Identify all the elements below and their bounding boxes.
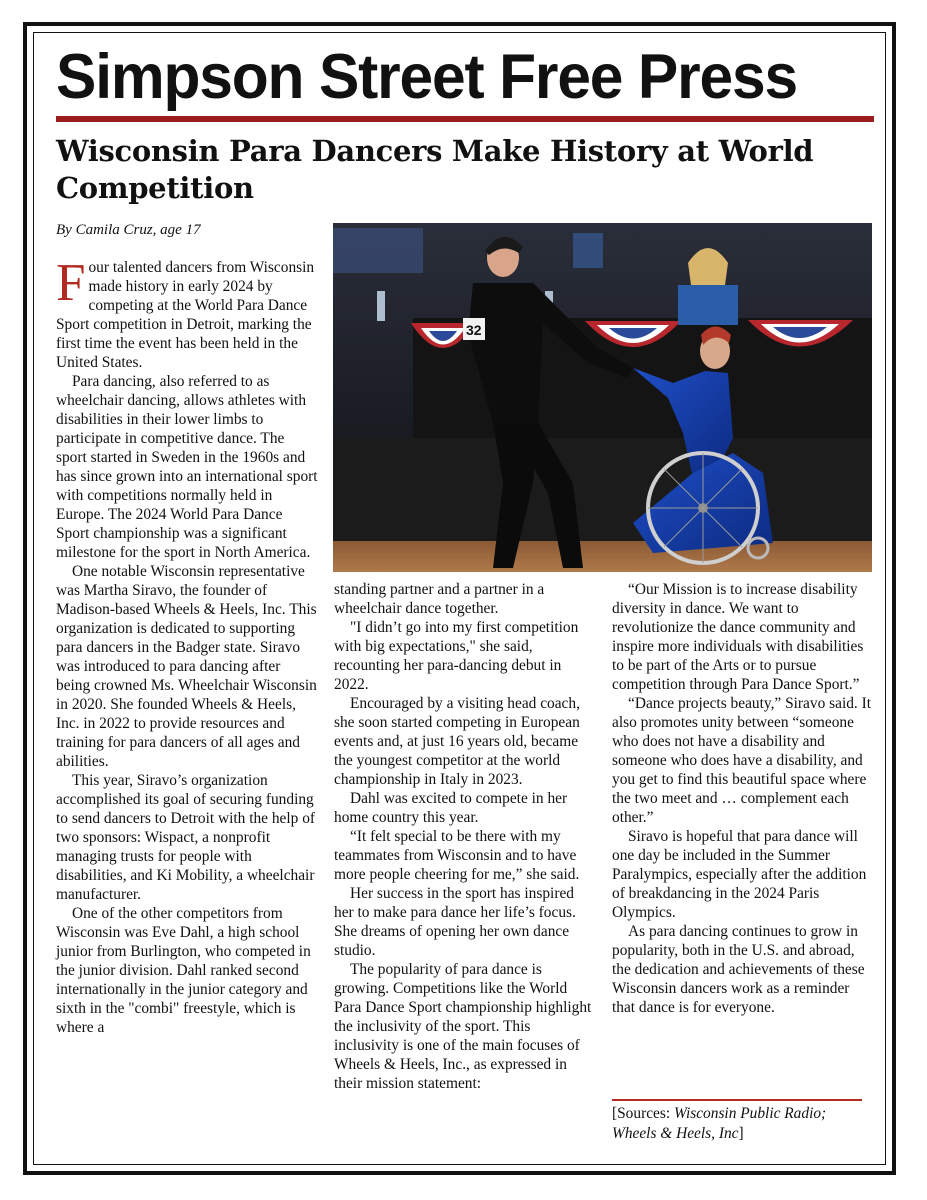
column-1 [56,254,318,1037]
paragraph: This year, Siravo’s organization accomplished its goal of securing funding to send dancers to Detroit with the help of two sponsors: Wispact, a nonprofit managing trusts for people with disabilities, and Ki Mobility, a wheelchair manufacturer. [56,772,316,903]
paragraph: Her success in the sport has inspired her to make para dance her life’s focus. She dreams of opening her own dance studio. [334,885,576,959]
column-3 [612,580,874,1017]
byline: By Camila Cruz, age 17 [56,222,201,238]
paragraph: "I didn’t go into my first competition with big expectations," she said, recounting her para-dancing debut in 2022. [334,619,579,693]
paragraph: Para dancing, also referred to as wheelchair dancing, allows athletes with disabilities in their lower limbs to participate in competitive dance. The sport started in Sweden in the 1960s and has since grown into an international sport with competitions normally held in Europe. The 2024 World Para Dance Sport championship was a significant milestone for the sport in North America. [56,373,318,561]
masthead-title: Simpson Street Free Press [56,42,797,112]
masthead-rule [56,116,874,122]
bib-number: 32 [466,322,482,338]
article-photo [333,223,872,572]
drop-cap: F [56,254,86,312]
paragraph: The popularity of para dance is growing. Competitions like the World Para Dance Sport championship highlight the inclusivity of the sport. This inclusivity is one of the main focuses of Wheels & Heels, Inc., as expressed in their mission statement: [334,961,592,1092]
paragraph: Four talented dancers from Wisconsin made history in early 2024 by competing at the World Para Dance Sport competition in Detroit, marking the first time the event has been held in the United States. [56,254,315,371]
paragraph: One notable Wisconsin representative was Martha Siravo, the founder of Madison-based Wheels & Heels, Inc. This organization is dedicated to supporting para dancers in the Badger state. Siravo was introduced to para dancing after being crowned Ms. Wheelchair Wisconsin in 2020. She founded Wheels & Heels, Inc. in 2022 to provide resources and training for para dancers of all ages and abilities. [56,563,317,770]
paragraph: Siravo is hopeful that para dance will one day be included in the Summer Paralympics, especially after the addition of breakdancing in the 2024 Paris Olympics. [612,828,867,921]
paragraph: Encouraged by a visiting head coach, she soon started competing in European events and, at just 16 years old, became the youngest competitor at the world championship in Italy in 2023. [334,695,580,788]
sources-rule [612,1099,862,1101]
paragraph: standing partner and a partner in a wheelchair dance together. [334,581,545,617]
paragraph: As para dancing continues to grow in popularity, both in the U.S. and abroad, the dedication and achievements of these Wisconsin dancers work as a reminder that dance is for everyone. [612,923,865,1016]
sources-note: [Sources: Wisconsin Public Radio; Wheels & Heels, Inc] [612,1105,827,1142]
paragraph: One of the other competitors from Wisconsin was Eve Dahl, a high school junior from Burlington, who competed in the junior division. Dahl ranked second internationally in the junior category and sixth in the "combi" freestyle, which is where a [56,905,311,1036]
paragraph: “It felt special to be there with my teammates from Wisconsin and to have more people cheering for me,” she said. [334,828,580,883]
paragraph: “Dance projects beauty,” Siravo said. It also promotes unity between “someone who does not have a disability and someone who does have a disability, and you get to find this beautiful space where the two meet and … complement each other.” [612,695,872,826]
article-headline: Wisconsin Para Dancers Make History at World Competition [56,134,814,205]
column-2 [334,580,596,1093]
paragraph: “Our Mission is to increase disability diversity in dance. We want to revolutionize the dance community and inspire more individuals with disabilities to be part of the Arts or to pursue competition through Para Dance Sport.” [612,581,864,693]
paragraph: Dahl was excited to compete in her home country this year. [334,790,568,826]
sources-list: Wisconsin Public Radio; Wheels & Heels, Inc [612,1105,827,1142]
